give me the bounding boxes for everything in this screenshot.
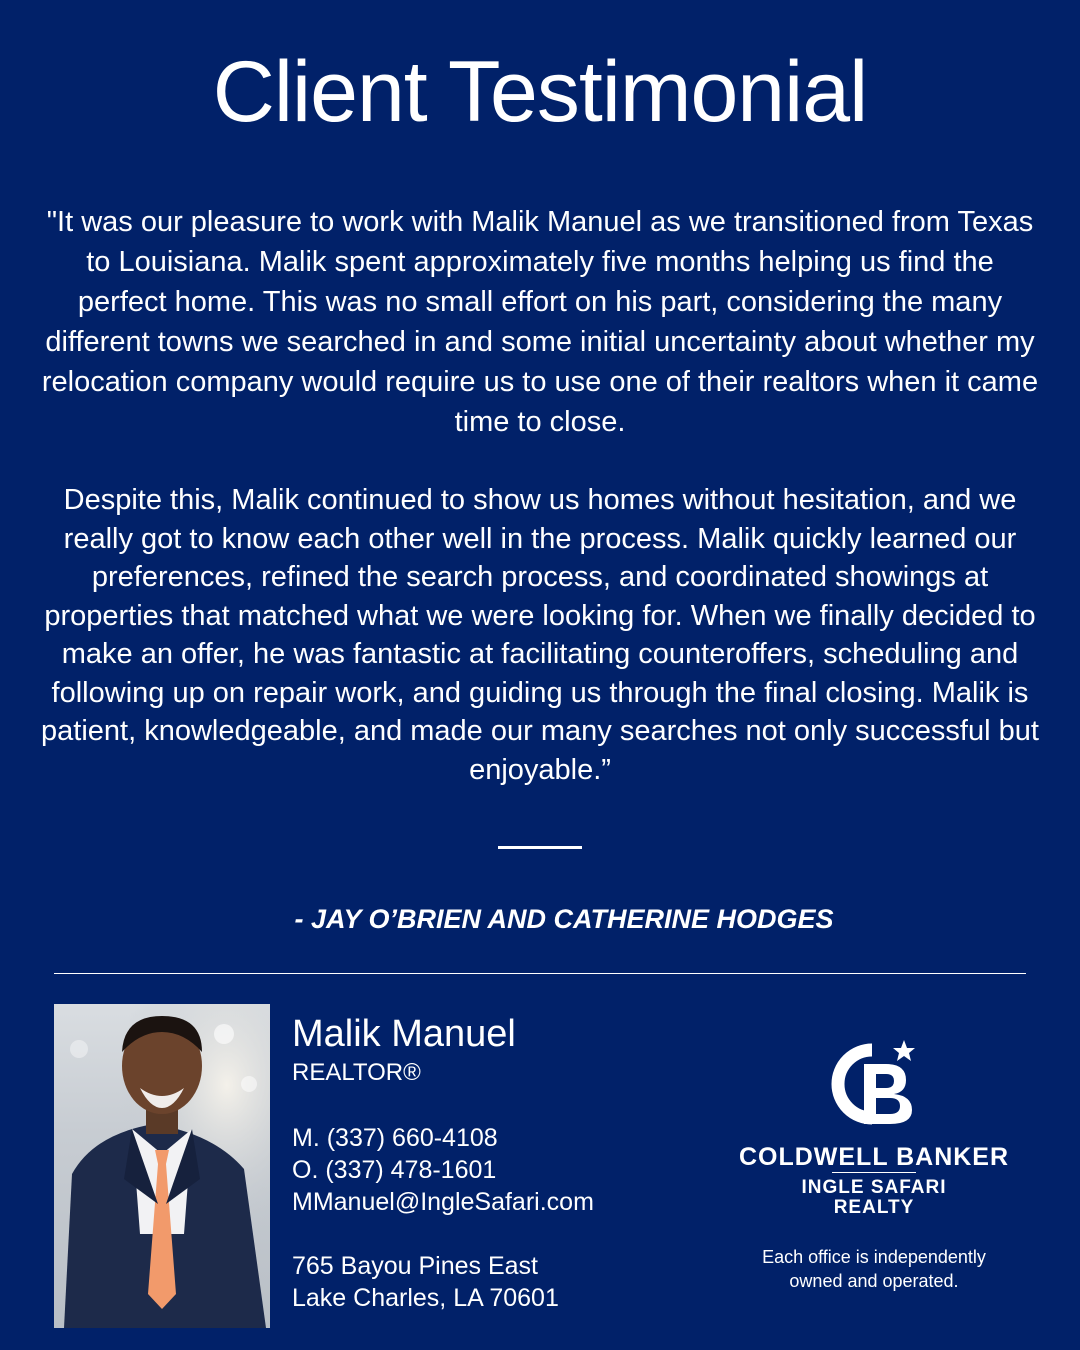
brand-divider — [832, 1172, 916, 1173]
testimonial-paragraph-1: "It was our pleasure to work with Malik Manuel as we transitioned from Texas to Louisiana. Malik spent approximately five months helping us find the perfect home. This was no small effort on his part, considering the many different towns we searched in and some initial uncertainty about whether my relocation company would require us to use one of their realtors when it came time to close. — [41, 206, 1039, 438]
agent-office-phone[interactable]: O. (337) 478-1601 — [292, 1156, 497, 1184]
agent-address-line-1: 765 Bayou Pines East — [292, 1252, 538, 1280]
brand-disclaimer-line-1: Each office is independently — [762, 1247, 986, 1267]
brand-office-line-1: INGLE SAFARI — [801, 1177, 947, 1198]
brand-name: COLDWELL BANKER — [738, 1143, 1010, 1171]
testimonial-paragraph-2: Despite this, Malik continued to show us homes without hesitation, and we really got to know each other well in the process. Malik quickly learned our preferences, refined the search process, and coordinated showings at properties that matched what we were looking for. When we finally decided to make an offer, he was fantastic at facilitating counteroffers, scheduling and following up on repair work, and guiding us through the final closing. Malik is patient, knowledgeable, and made our many searches not only successful but enjoyable.” — [41, 484, 1039, 786]
quote-divider — [498, 846, 582, 849]
testimonial-author: - JAY O’BRIEN AND CATHERINE HODGES — [294, 904, 834, 934]
page-title: Client Testimonial — [212, 44, 868, 140]
agent-title: REALTOR® — [292, 1059, 421, 1086]
section-divider — [54, 973, 1026, 974]
agent-photo — [54, 1004, 270, 1328]
agent-email[interactable]: MManuel@IngleSafari.com — [292, 1188, 594, 1216]
agent-mobile-phone[interactable]: M. (337) 660-4108 — [292, 1124, 498, 1152]
coldwell-banker-logo-icon — [820, 1036, 924, 1140]
brand-office-line-2: REALTY — [833, 1197, 915, 1218]
brand-disclaimer-line-2: owned and operated. — [789, 1271, 959, 1291]
agent-name: Malik Manuel — [292, 1013, 516, 1055]
agent-address-line-2: Lake Charles, LA 70601 — [292, 1284, 559, 1312]
